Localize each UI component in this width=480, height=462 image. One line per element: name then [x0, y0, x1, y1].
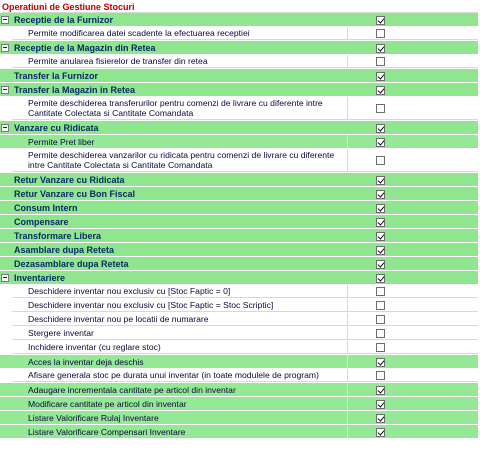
row-label: Listare Valorificare Rulaj Inventare	[12, 411, 348, 424]
permission-checkbox[interactable]	[376, 16, 385, 25]
group-row	[0, 41, 478, 55]
permission-checkbox[interactable]	[376, 104, 385, 113]
permission-checkbox[interactable]	[376, 86, 385, 95]
permission-checkbox[interactable]	[376, 124, 385, 133]
check-cell	[348, 121, 478, 134]
permission-checkbox[interactable]	[376, 44, 385, 53]
permission-row	[0, 97, 478, 121]
permission-checkbox[interactable]	[376, 386, 385, 395]
check-cell	[348, 383, 478, 396]
row-gutter	[0, 215, 12, 228]
row-label: Deschidere inventar nou exclusiv cu [Stoc Faptic = Stoc Scriptic]	[12, 299, 348, 312]
panel-title: Operatiuni de Gestiune Stocuri	[2, 2, 135, 12]
row-label: Deschidere inventar nou pe locatii de numarare	[12, 313, 348, 326]
group-row	[0, 13, 478, 27]
row-label: Permite modificarea datei scadente la efectuarea receptiei	[12, 27, 348, 40]
permission-checkbox[interactable]	[376, 176, 385, 185]
permission-row	[0, 369, 478, 383]
row-gutter	[0, 13, 12, 26]
group-row	[0, 229, 478, 243]
row-label: Permite Pret liber	[12, 135, 348, 148]
permission-checkbox[interactable]	[376, 414, 385, 423]
permission-checkbox[interactable]	[376, 190, 385, 199]
row-label: Inventariere	[12, 271, 348, 284]
check-cell	[348, 27, 478, 40]
check-cell	[348, 397, 478, 410]
permission-checkbox[interactable]	[376, 315, 385, 324]
check-cell	[348, 341, 478, 354]
row-label: Receptie de la Furnizor	[12, 13, 348, 26]
row-gutter	[0, 383, 12, 396]
permission-row	[0, 383, 478, 397]
group-row	[0, 83, 478, 97]
permission-checkbox[interactable]	[376, 218, 385, 227]
permission-row	[0, 285, 478, 299]
group-row	[0, 243, 478, 257]
check-cell	[348, 355, 478, 368]
row-gutter	[0, 327, 12, 340]
row-gutter	[0, 229, 12, 242]
row-gutter	[0, 41, 12, 54]
row-label: Listare Valorificare Compensari Inventare	[12, 425, 348, 438]
check-cell	[348, 215, 478, 228]
collapse-toggle-icon[interactable]	[1, 274, 9, 282]
permission-checkbox[interactable]	[376, 428, 385, 437]
group-row	[0, 173, 478, 187]
row-gutter	[0, 341, 12, 354]
check-cell	[348, 271, 478, 284]
check-cell	[348, 187, 478, 200]
row-label: Asamblare dupa Reteta	[12, 243, 348, 256]
row-gutter	[0, 369, 12, 382]
group-row	[0, 121, 478, 135]
row-label: Permite deschiderea vanzarilor cu ridicata pentru comenzi de livrare cu diferente intre Cantitate Colectata si Cantitate Comandata	[12, 149, 348, 172]
permission-checkbox[interactable]	[376, 260, 385, 269]
permission-checkbox[interactable]	[376, 57, 385, 66]
row-gutter	[0, 257, 12, 270]
permission-checkbox[interactable]	[376, 246, 385, 255]
row-gutter	[0, 135, 12, 148]
row-gutter	[0, 27, 12, 40]
row-label: Transformare Libera	[12, 229, 348, 242]
check-cell	[348, 55, 478, 68]
permission-row	[0, 149, 478, 173]
permission-row	[0, 135, 478, 149]
row-gutter	[0, 83, 12, 96]
permission-row	[0, 397, 478, 411]
group-row	[0, 187, 478, 201]
row-label: Receptie de la Magazin din Retea	[12, 41, 348, 54]
row-label: Adaugare incrementala cantitate pe articol din inventar	[12, 383, 348, 396]
permission-row	[0, 355, 478, 369]
group-row	[0, 215, 478, 229]
check-cell	[348, 83, 478, 96]
check-cell	[348, 299, 478, 312]
check-cell	[348, 149, 478, 172]
collapse-toggle-icon[interactable]	[1, 16, 9, 24]
group-row	[0, 271, 478, 285]
check-cell	[348, 285, 478, 298]
permission-checkbox[interactable]	[376, 204, 385, 213]
row-gutter	[0, 97, 12, 120]
permission-checkbox[interactable]	[376, 274, 385, 283]
permission-row	[0, 55, 478, 69]
permission-checkbox[interactable]	[376, 72, 385, 81]
permission-checkbox[interactable]	[376, 343, 385, 352]
row-gutter	[0, 299, 12, 312]
check-cell	[348, 41, 478, 54]
permission-checkbox[interactable]	[376, 287, 385, 296]
row-label: Afisare generala stoc pe durata unui inventar (in toate modulele de program)	[12, 369, 348, 382]
permission-checkbox[interactable]	[376, 400, 385, 409]
check-cell	[348, 313, 478, 326]
row-gutter	[0, 285, 12, 298]
row-gutter	[0, 69, 12, 82]
permission-checkbox[interactable]	[376, 371, 385, 380]
permission-row	[0, 313, 478, 327]
row-label: Inchidere inventar (cu reglare stoc)	[12, 341, 348, 354]
row-label: Deschidere inventar nou exclusiv cu [Stoc Faptic = 0]	[12, 285, 348, 298]
check-cell	[348, 13, 478, 26]
permission-row	[0, 327, 478, 341]
permission-row	[0, 341, 478, 355]
row-label: Permite anularea fisierelor de transfer din retea	[12, 55, 348, 68]
group-row	[0, 201, 478, 215]
permission-checkbox[interactable]	[376, 329, 385, 338]
row-label: Dezasamblare dupa Reteta	[12, 257, 348, 270]
row-gutter	[0, 271, 12, 284]
permission-row	[0, 27, 478, 41]
permission-row	[0, 299, 478, 313]
row-gutter	[0, 201, 12, 214]
row-gutter	[0, 55, 12, 68]
row-label: Permite deschiderea transferurilor pentru comenzi de livrare cu diferente intre Cantitate Colectata si Cantitate Comandata	[12, 97, 348, 120]
row-label: Consum Intern	[12, 201, 348, 214]
permission-row	[0, 425, 478, 439]
permission-checkbox[interactable]	[376, 29, 385, 38]
row-gutter	[0, 243, 12, 256]
check-cell	[348, 97, 478, 120]
permission-checkbox[interactable]	[376, 301, 385, 310]
row-label: Retur Vanzare cu Ridicata	[12, 173, 348, 186]
row-gutter	[0, 149, 12, 172]
row-gutter	[0, 355, 12, 368]
row-gutter	[0, 187, 12, 200]
row-gutter	[0, 313, 12, 326]
check-cell	[348, 173, 478, 186]
row-label: Modificare cantitate pe articol din inventar	[12, 397, 348, 410]
permission-checkbox[interactable]	[376, 156, 385, 165]
row-label: Compensare	[12, 215, 348, 228]
check-cell	[348, 369, 478, 382]
collapse-toggle-icon[interactable]	[1, 124, 9, 132]
row-label: Acces la inventar deja deschis	[12, 355, 348, 368]
group-row	[0, 257, 478, 271]
row-label: Transfer la Magazin in Retea	[12, 83, 348, 96]
permission-checkbox[interactable]	[376, 232, 385, 241]
collapse-toggle-icon[interactable]	[1, 86, 9, 94]
group-row	[0, 69, 478, 83]
check-cell	[348, 201, 478, 214]
row-label: Retur Vanzare cu Bon Fiscal	[12, 187, 348, 200]
row-gutter	[0, 425, 12, 438]
permission-checkbox[interactable]	[376, 358, 385, 367]
collapse-toggle-icon[interactable]	[1, 44, 9, 52]
check-cell	[348, 229, 478, 242]
check-cell	[348, 257, 478, 270]
row-label: Vanzare cu Ridicata	[12, 121, 348, 134]
row-label: Transfer la Furnizor	[12, 69, 348, 82]
check-cell	[348, 135, 478, 148]
row-gutter	[0, 121, 12, 134]
permission-checkbox[interactable]	[376, 138, 385, 147]
check-cell	[348, 425, 478, 438]
row-gutter	[0, 173, 12, 186]
check-cell	[348, 411, 478, 424]
check-cell	[348, 69, 478, 82]
check-cell	[348, 327, 478, 340]
row-gutter	[0, 411, 12, 424]
row-gutter	[0, 397, 12, 410]
permissions-grid	[0, 13, 478, 439]
permission-row	[0, 411, 478, 425]
row-label: Stergere inventar	[12, 327, 348, 340]
check-cell	[348, 243, 478, 256]
